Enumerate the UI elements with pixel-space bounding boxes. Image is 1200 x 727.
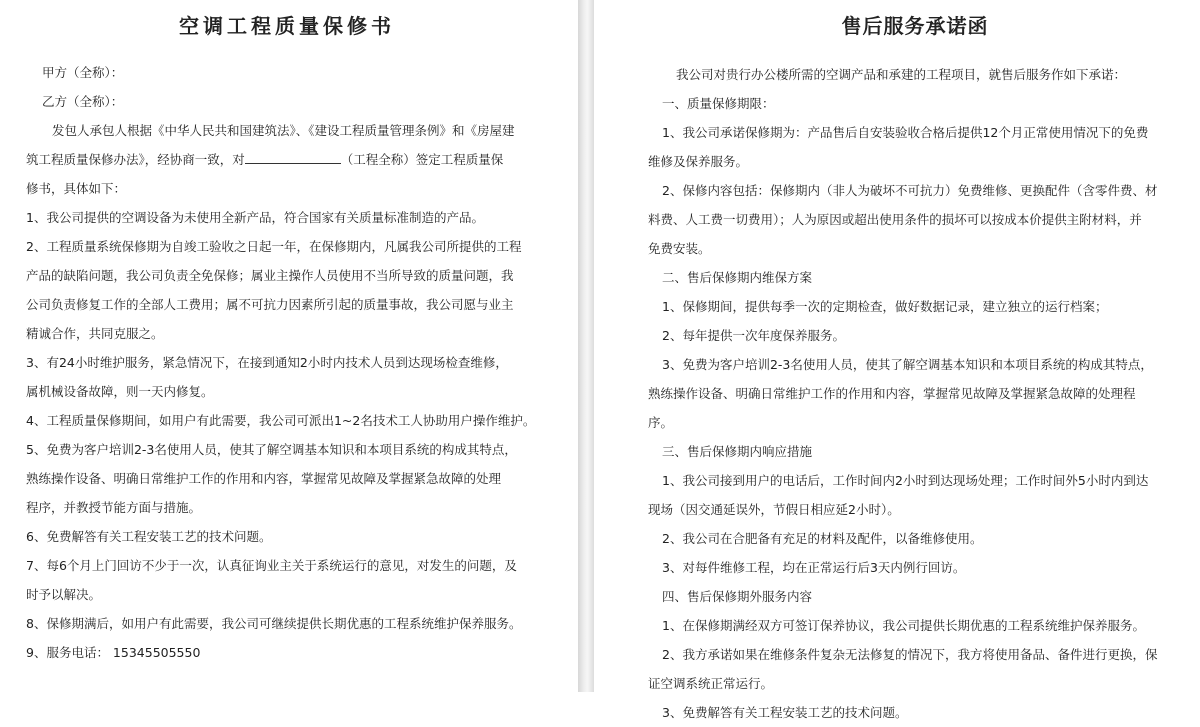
intro-line: 发包人承包人根据《中华人民共和国建筑法》、《建设工程质量管理条例》和《房屋建 (52, 123, 515, 138)
list-item: 现场（因交通延误外，节假日相应延2小时）。 (648, 502, 900, 517)
list-item: 精诚合作，共同克服之。 (26, 326, 164, 341)
section-heading: 三、售后保修期内响应措施 (662, 444, 813, 459)
intro-line: 修书，具体如下： (26, 181, 127, 196)
page-divider (578, 0, 594, 692)
list-item: 9、服务电话： 15345505550 (26, 645, 201, 660)
intro-line-with-blank (16, 145, 558, 174)
list-item: 6、免费解答有关工程安装工艺的技术问题。 (26, 529, 272, 544)
list-item: 属机械设备故障，则一天内修复。 (26, 384, 214, 399)
list-item: 1、我公司承诺保修期为：产品售后自安装验收合格后提供12个月正常使用情况下的免费 (662, 125, 1149, 140)
list-item: 公司负责修复工作的全部人工费用；属不可抗力因素所引起的质量事故，我公司愿与业主 (26, 297, 514, 312)
list-item: 3、对每件维修工程，均在正常运行后3天内例行回访。 (662, 560, 966, 575)
section-heading: 四、售后保修期外服务内容 (662, 589, 813, 604)
list-item: 1、在保修期满经双方可签订保养协议，我公司提供长期优惠的工程系统维护保养服务。 (662, 618, 1145, 633)
list-item: 程序，并教授节能方面与措施。 (26, 500, 202, 515)
list-item: 产品的缺陷问题，我公司负责全免保修；属业主操作人员使用不当所导致的质量问题，我 (26, 268, 514, 283)
list-item: 2、工程质量系统保修期为自竣工验收之日起一年，在保修期内，凡属我公司所提供的工程 (26, 239, 522, 254)
list-item: 维修及保养服务。 (648, 154, 749, 169)
list-item: 1、我公司接到用户的电话后，工作时间内2小时到达现场处理；工作时间外5小时内到达 (662, 473, 1149, 488)
list-item: 时予以解决。 (26, 587, 102, 602)
section-heading: 一、质量保修期限： (662, 96, 775, 111)
section-heading: 二、售后保修期内维保方案 (662, 270, 813, 285)
warranty-items-list (16, 203, 558, 667)
party-a-line: 甲方（全称）： (42, 65, 124, 80)
list-item: 1、我公司提供的空调设备为未使用全新产品，符合国家有关质量标准制造的产品。 (26, 210, 484, 225)
list-item: 2、每年提供一次年度保养服务。 (662, 328, 845, 343)
list-item: 3、有24小时维护服务，紧急情况下，在接到通知2小时内技术人员到达现场检查维修， (26, 355, 508, 370)
list-item: 3、免费为客户培训2-3名使用人员，使其了解空调基本知识和本项目系统的构成其特点， (662, 357, 1153, 372)
list-item: 2、我方承诺如果在维修条件复杂无法修复的情况下，我方将使用备品、备件进行更换，保 (662, 647, 1158, 662)
list-item: 熟练操作设备、明确日常维护工作的作用和内容，掌握常见故障及掌握紧急故障的处理 (26, 471, 502, 486)
list-item: 4、工程质量保修期间，如用户有此需要，我公司可派出1~2名技术工人协助用户操作维护。 (26, 413, 536, 428)
list-item: 2、我公司在合肥备有充足的材料及配件，以备维修使用。 (662, 531, 983, 546)
letter-intro: 我公司对贵行办公楼所需的空调产品和承建的工程项目，就售后服务作如下承诺： (676, 67, 1127, 82)
list-item: 3、免费解答有关工程安装工艺的技术问题。 (662, 705, 908, 720)
service-letter-page (594, 0, 1200, 720)
list-item: 5、免费为客户培训2-3名使用人员，使其了解空调基本知识和本项目系统的构成其特点， (26, 442, 517, 457)
warranty-document-page (0, 0, 578, 692)
list-item: 2、保修内容包括：保修期内（非人为破坏不可抗力）免费维修、更换配件（含零件费、材 (662, 183, 1158, 198)
party-b-line: 乙方（全称）： (42, 94, 124, 109)
list-item: 免费安装。 (648, 241, 711, 256)
list-item: 序。 (648, 415, 674, 430)
list-item: 证空调系统正常运行。 (648, 676, 774, 691)
service-commitments-list (648, 89, 1182, 727)
list-item: 熟练操作设备、明确日常维护工作的作用和内容，掌握常见故障及掌握紧急故障的处理程 (648, 386, 1136, 401)
list-item: 料费、人工费一切费用）；人为原因或超出使用条件的损坏可以按成本价提供主附材料，并 (648, 212, 1142, 227)
list-item: 7、每6个月上门回访不少于一次，认真征询业主关于系统运行的意见，对发生的问题，及 (26, 558, 517, 573)
letter-title: 售后服务承诺函 (841, 14, 989, 38)
document-title: 空调工程质量保修书 (179, 14, 395, 38)
project-name-blank (245, 150, 341, 164)
intro-text: （工程全称）签定工程质量保 (340, 152, 504, 167)
list-item: 8、保修期满后，如用户有此需要，我公司可继续提供长期优惠的工程系统维护保养服务。 (26, 616, 522, 631)
list-item: 1、保修期间，提供每季一次的定期检查，做好数据记录，建立独立的运行档案； (662, 299, 1108, 314)
intro-text: 筑工程质量保修办法》，经协商一致，对 (26, 152, 245, 167)
